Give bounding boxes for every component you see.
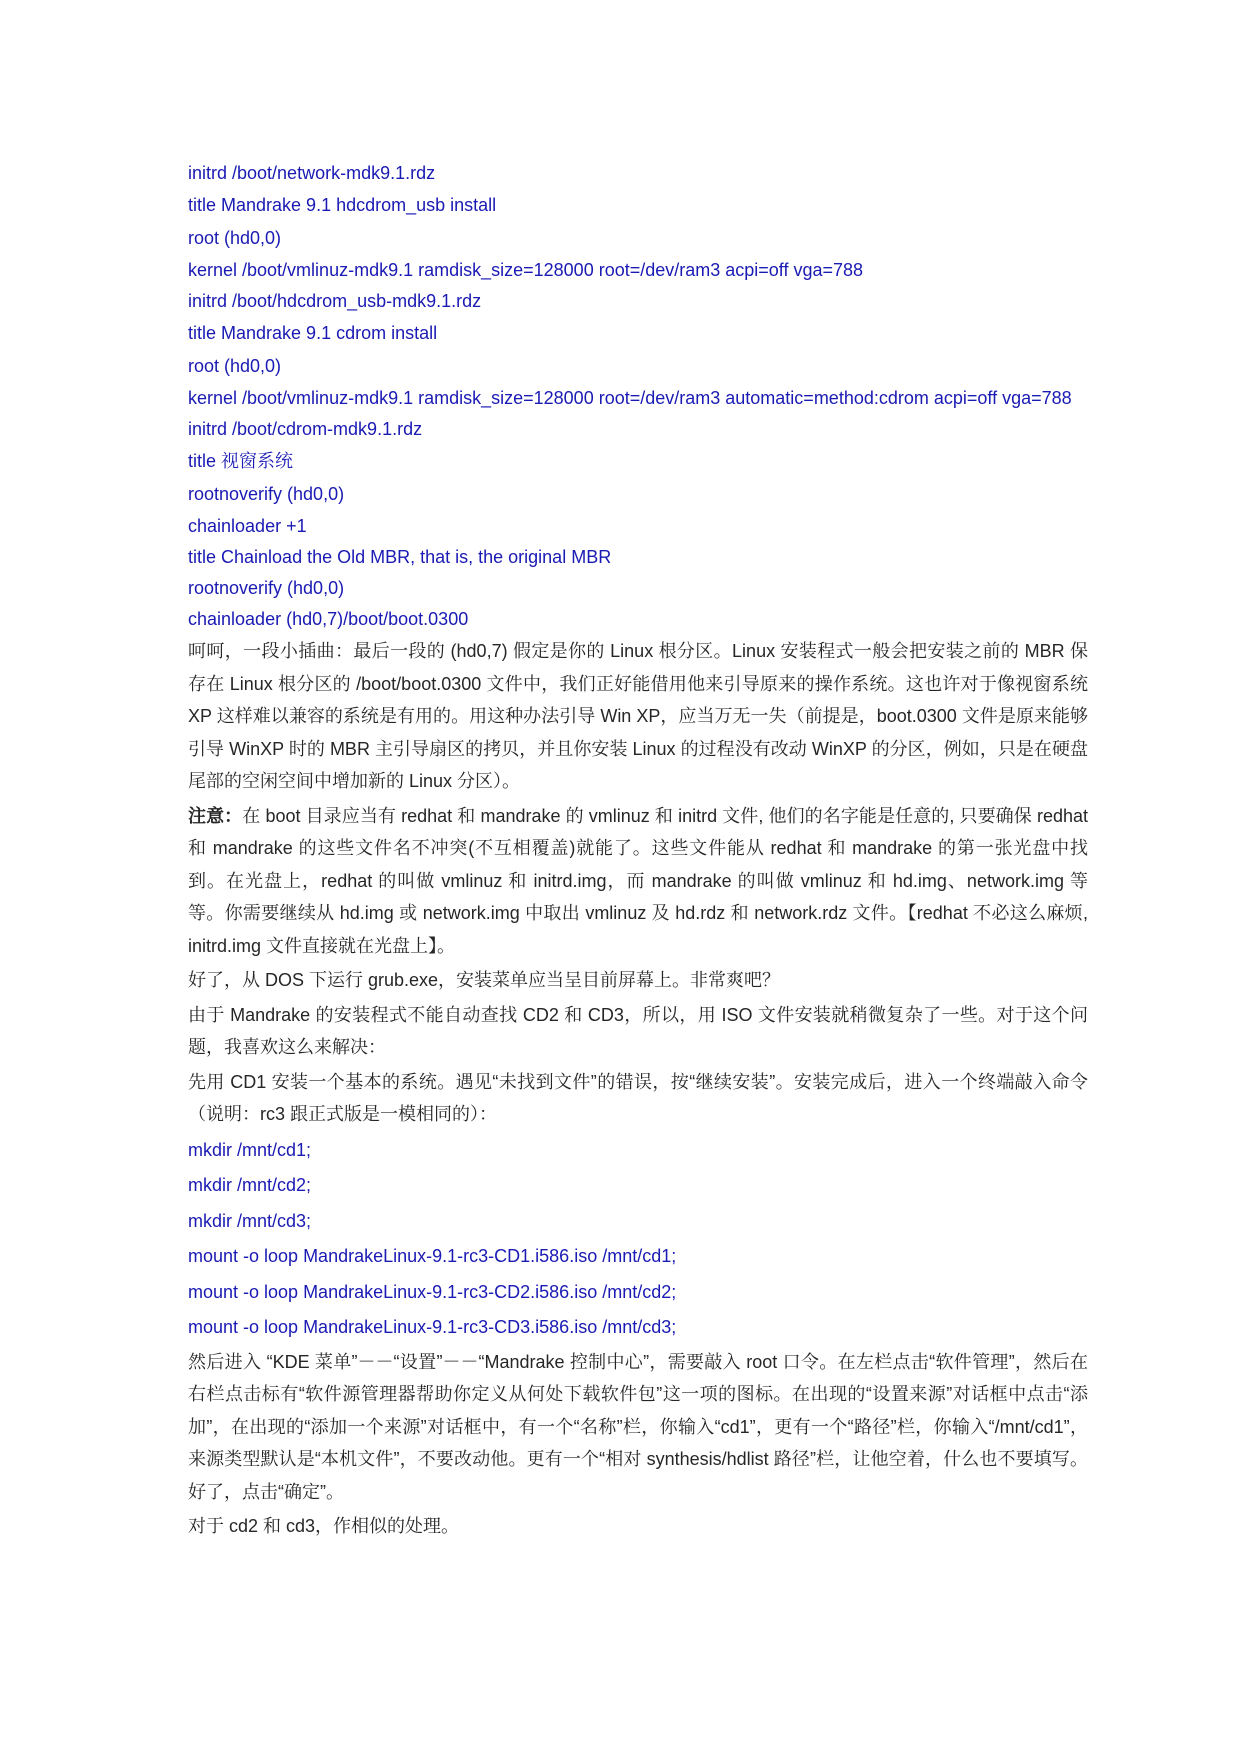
paragraph-dos: 好了，从 DOS 下运行 grub.exe，安装菜单应当呈目前屏幕上。非常爽吧？ — [188, 970, 781, 990]
code-line: initrd /boot/hdcdrom_usb-mdk9.1.rdz — [188, 291, 482, 311]
note-text: 在 boot 目录应当有 redhat 和 mandrake 的 vmlinuz 和 initrd 文件, 他们的名字能是任意的, 只要确保 redhat 和 mandrake 的这些文件名不冲突(不互相覆盖)就能了。这些文件能从 redhat 和 mandrake 的第一张光盘中找到。在光盘上，redhat 的叫做 vmlinuz 和 initrd.img，而 mandrake 的叫做 vmlinuz 和 hd.img、network.img 等等。你需要继续从 hd.img 或 network.img 中取出 vmlinuz 及 hd.rdz 和 network.rdz 文件。【redhat 不必这么麻烦, initrd.img 文件直接就在光盘上】。 — [188, 805, 1088, 956]
code-line: rootnoverify (hd0,0) — [188, 578, 345, 598]
code-line: title Chainload the Old MBR, that is, the original MBR — [188, 547, 612, 567]
paragraph-final: 对于 cd2 和 cd3，作相似的处理。 — [188, 1516, 460, 1536]
code-line: initrd /boot/cdrom-mdk9.1.rdz — [188, 419, 423, 439]
code-line: mkdir /mnt/cd3; — [188, 1210, 312, 1231]
paragraph-cd1-install: 先用 CD1 安装一个基本的系统。遇见“未找到文件”的错误，按“继续安装”。安装完成后，进入一个终端敲入命令（说明：rc3 跟正式版是一模相同的）： — [188, 1071, 1088, 1124]
code-line: chainloader (hd0,7)/boot/boot.0300 — [188, 609, 469, 629]
paragraph-note — [188, 800, 1088, 963]
code-line: rootnoverify (hd0,0) — [188, 484, 345, 504]
paragraph-interlude: 呵呵，一段小插曲：最后一段的 (hd0,7) 假定是你的 Linux 根分区。Linux 安装程式一般会把安装之前的 MBR 保存在 Linux 根分区的 /boot/boot.0300 文件中，我们正好能借用他来引导原来的操作系统。这也许对于像视窗系统 XP 这样难以兼容的系统是有用的。用这种办法引导 Win XP，应当万无一失（前提是，boot.0300 文件是原来能够引导 WinXP 时的 MBR 主引导扇区的拷贝，并且你安装 Linux 的过程没有改动 WinXP 的分区，例如，只是在硬盘尾部的空闲空间中增加新的 Linux 分区）。 — [188, 641, 1088, 791]
code-line: mkdir /mnt/cd2; — [188, 1175, 312, 1195]
code-line: title Mandrake 9.1 cdrom install — [188, 323, 438, 343]
code-line: title Mandrake 9.1 hdcdrom_usb install — [188, 195, 497, 215]
code-line: kernel /boot/vmlinuz-mdk9.1 ramdisk_size=128000 root=/dev/ram3 automatic=method:cdrom acpi=off vga=788 — [188, 388, 1072, 408]
document-body — [188, 158, 1088, 1545]
code-line: kernel /boot/vmlinuz-mdk9.1 ramdisk_size=128000 root=/dev/ram3 acpi=off vga=788 — [188, 260, 864, 280]
code-line: mount -o loop MandrakeLinux-9.1-rc3-CD1.i586.iso /mnt/cd1; — [188, 1246, 677, 1266]
code-line: root (hd0,0) — [188, 356, 282, 376]
code-line: root (hd0,0) — [188, 228, 282, 248]
code-line: title 视窗系统 — [188, 451, 294, 471]
note-label: 注意： — [188, 805, 243, 826]
code-line: mount -o loop MandrakeLinux-9.1-rc3-CD3.i586.iso /mnt/cd3; — [188, 1317, 677, 1337]
mount-commands-block — [188, 1133, 1088, 1346]
grub-config-block — [188, 158, 1088, 635]
code-line: initrd /boot/network-mdk9.1.rdz — [188, 163, 436, 183]
paragraph-kde-settings: 然后进入 “KDE 菜单”－－“设置”－－“Mandrake 控制中心”，需要敲入 root 口令。在左栏点击“软件管理”，然后在右栏点击标有“软件源管理器帮助你定义从何处下载软件包”这一项的图标。在出现的“设置来源”对话框中点击“添加”，在出现的“添加一个来源”对话框中，有一个“名称”栏，你输入“cd1”，更有一个“路径”栏，你输入“/mnt/cd1”，来源类型默认是“本机文件”，不要改动他。更有一个“相对 synthesis/hdlist 路径”栏，让他空着，什么也不要填写。好了，点击“确定”。 — [188, 1351, 1088, 1502]
paragraph-cd-problem: 由于 Mandrake 的安装程式不能自动查找 CD2 和 CD3，所以，用 ISO 文件安装就稍微复杂了一些。对于这个问题，我喜欢这么来解决： — [188, 1004, 1088, 1057]
code-line: mount -o loop MandrakeLinux-9.1-rc3-CD2.i586.iso /mnt/cd2; — [188, 1281, 677, 1302]
code-line: mkdir /mnt/cd1; — [188, 1139, 312, 1160]
code-line: chainloader +1 — [188, 516, 307, 536]
